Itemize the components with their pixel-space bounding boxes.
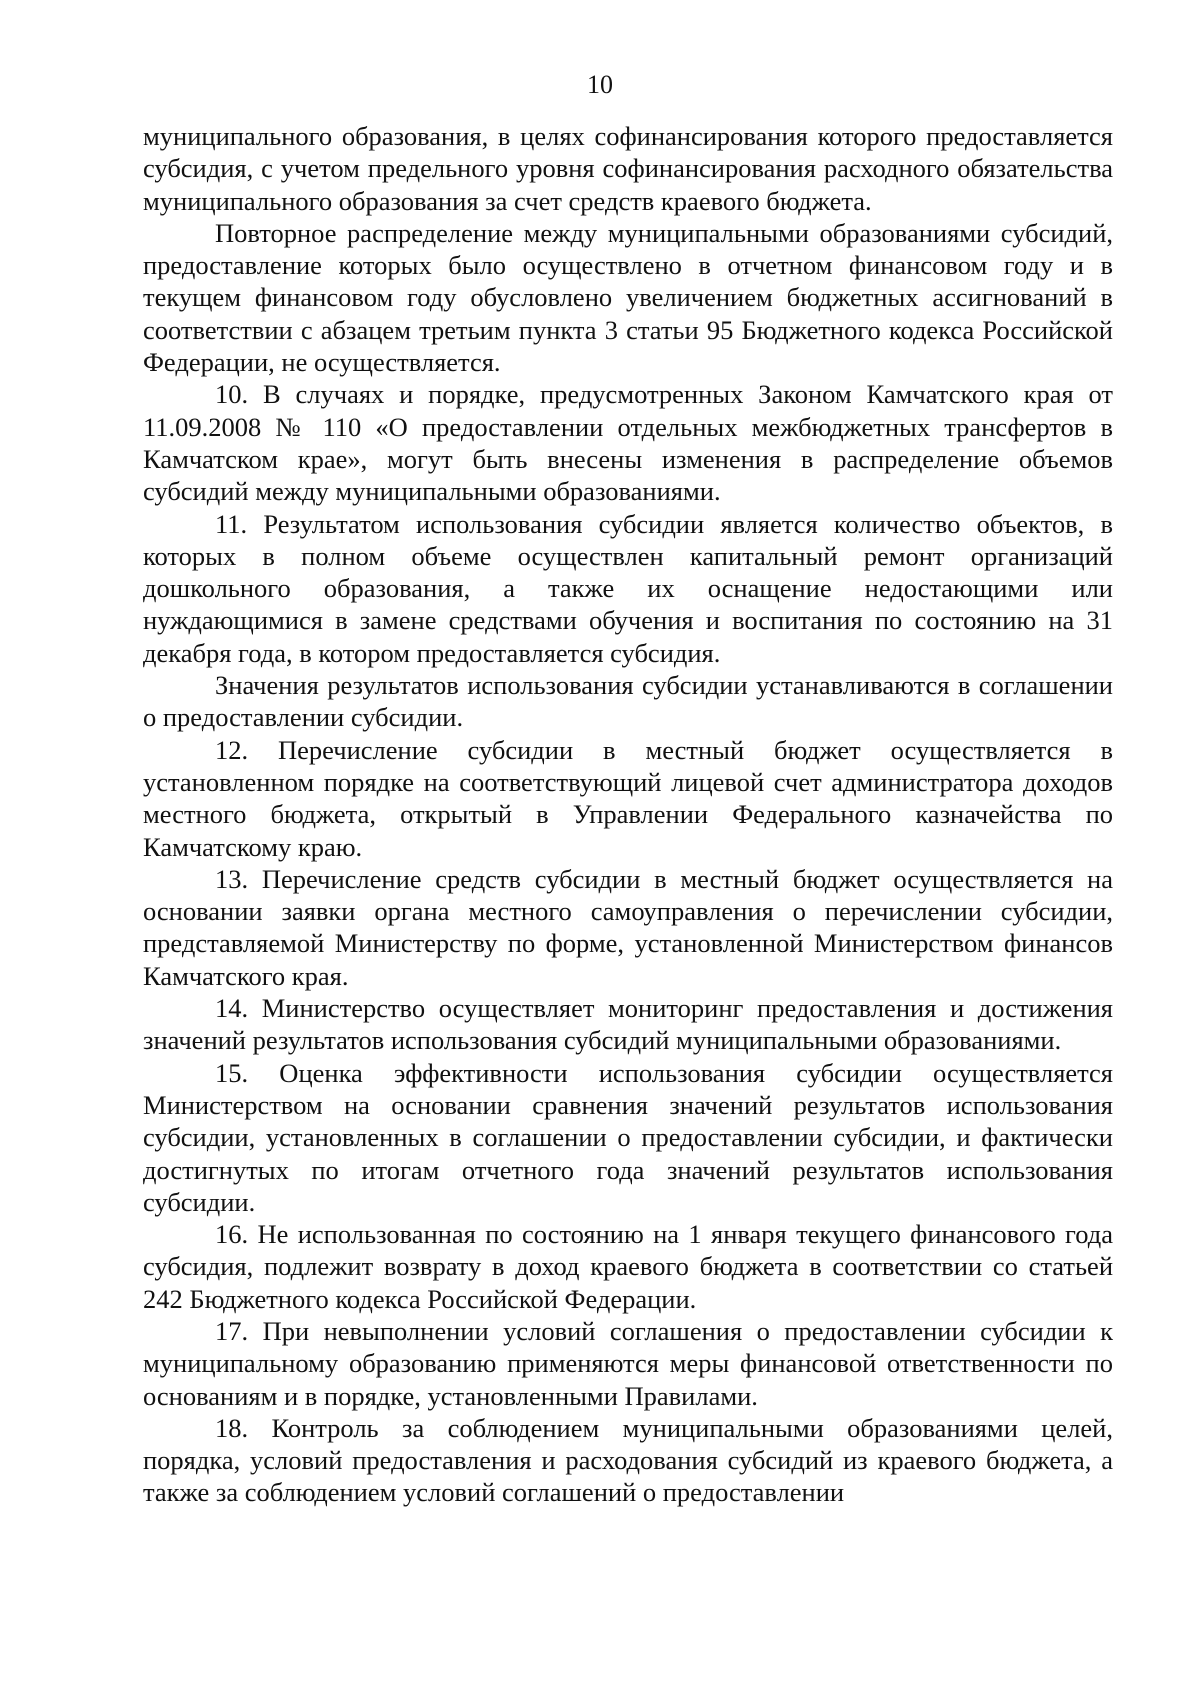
- paragraph-10: 10. В случаях и порядке, предусмотренных Законом Камчатского края от 11.09.2008 № 110 «О предоставлении отдельных межбюджетных трансфертов в Камчатском крае», могут быть внесены изменения в распределение объемов субсидий между муниципальными образованиями.: [143, 379, 1113, 507]
- paragraph-continuation: муниципального образования, в целях софинансирования которого предоставляется субсидия, с учетом предельного уровня софинансирования расходного обязательства муниципального образования за счет средств краевого бюджета.: [143, 121, 1113, 216]
- paragraph-13: 13. Перечисление средств субсидии в местный бюджет осуществляется на основании заявки органа местного самоуправления о перечислении субсидии, представляемой Министерству по форме, установленной Министерством финансов Камчатского края.: [143, 863, 1113, 991]
- paragraph-11: 11. Результатом использования субсидии является количество объектов, в которых в полном объеме осуществлен капитальный ремонт организаций дошкольного образования, а также их оснащение недостающими или нуждающимися в замене средствами обучения и воспитания по состоянию на 31 декабря года, в котором предоставляется субсидия.: [143, 508, 1113, 668]
- paragraph-redistribution: Повторное распределение между муниципальными образованиями субсидий, предоставление которых было осуществлено в отчетном финансовом году и в текущем финансовом году обусловлено увеличением бюджетных ассигнований в соответствии с абзацем третьим пункта 3 статьи 95 Бюджетного кодекса Российской Федерации, не осуществляется.: [143, 217, 1113, 378]
- page-number: 10: [587, 70, 613, 99]
- paragraph-12: 12. Перечисление субсидии в местный бюджет осуществляется в установленном порядке на соответствующий лицевой счет администратора доходов местного бюджета, открытый в Управлении Федерального казначейства по Камчатскому краю.: [143, 734, 1113, 862]
- paragraph-14: 14. Министерство осуществляет мониторинг предоставления и достижения значений результатов использования субсидий муниципальными образованиями.: [143, 993, 1113, 1056]
- document-body: [143, 120, 1113, 1509]
- paragraph-18: 18. Контроль за соблюдением муниципальными образованиями целей, порядка, условий предоставления и расходования субсидий из краевого бюджета, а также за соблюдением условий соглашений о предоставлении: [143, 1412, 1113, 1508]
- paragraph-result-values: Значения результатов использования субсидии устанавливаются в соглашении о предоставлении субсидии.: [143, 670, 1113, 733]
- paragraph-16: 16. Не использованная по состоянию на 1 января текущего финансового года субсидия, подлежит возврату в доход краевого бюджета в соответствии со статьей 242 Бюджетного кодекса Российской Федерации.: [143, 1219, 1113, 1314]
- paragraph-17: 17. При невыполнении условий соглашения о предоставлении субсидии к муниципальному образованию применяются меры финансовой ответственности по основаниям и в порядке, установленными Правилами.: [143, 1315, 1113, 1411]
- paragraph-15: 15. Оценка эффективности использования субсидии осуществляется Министерством на основании сравнения значений результатов использования субсидии, установленных в соглашении о предоставлении субсидии, и фактически достигнутых по итогам отчетного года значений результатов использования субсидии.: [143, 1057, 1113, 1217]
